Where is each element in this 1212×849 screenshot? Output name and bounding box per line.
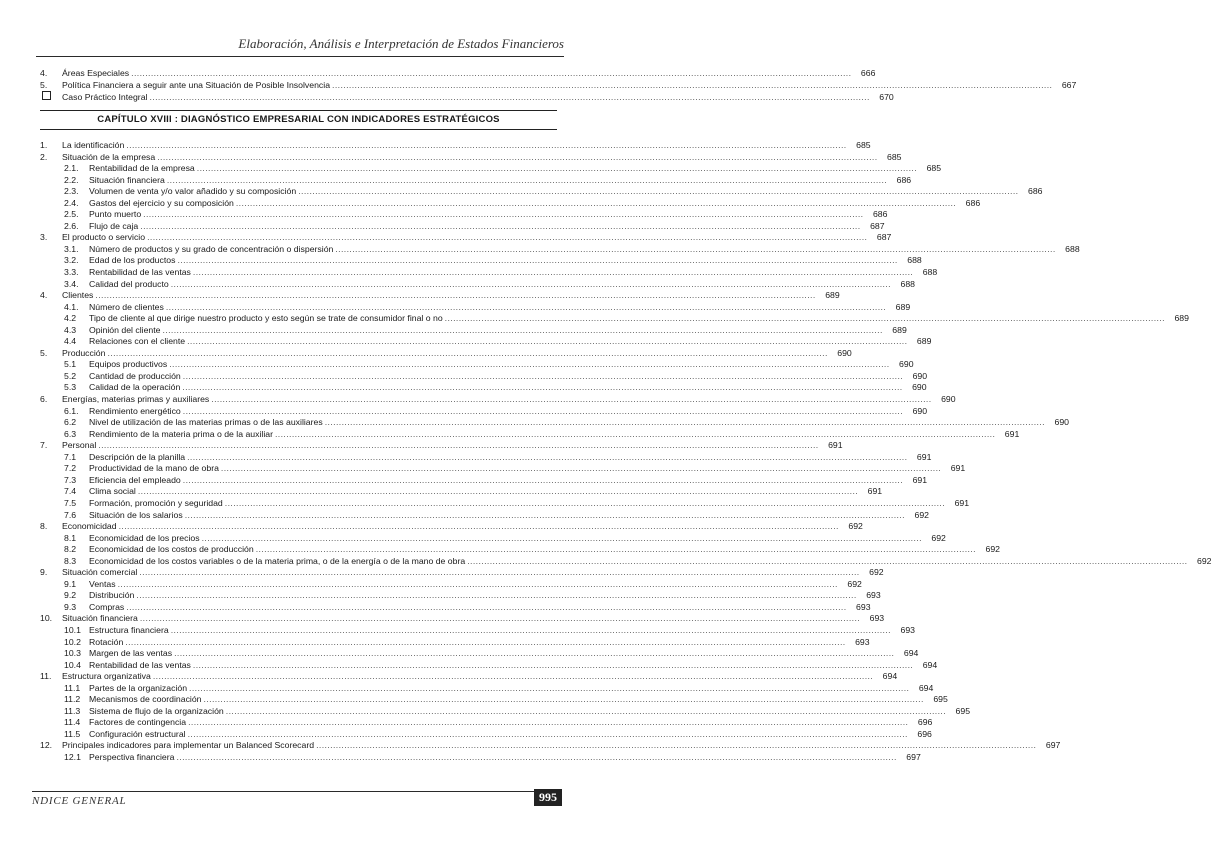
- dot-leader: [126, 140, 846, 152]
- toc-main-block: [40, 140, 1212, 764]
- toc-entry-title: Situación financiera: [62, 613, 138, 624]
- toc-entry-number: 2.4.: [64, 197, 79, 208]
- toc-entry-title: Rendimiento de la materia prima o de la auxiliar: [89, 428, 273, 439]
- toc-entry-page: 694: [882, 671, 898, 682]
- toc-entry-page: 692: [914, 509, 929, 520]
- toc-entry-page: 694: [918, 682, 934, 693]
- toc-entry-title: Configuración estructural: [89, 728, 186, 739]
- dot-leader: [187, 452, 907, 464]
- toc-top-block: [40, 68, 1077, 103]
- dot-leader: [236, 198, 956, 210]
- toc-entry-page: 692: [1197, 555, 1212, 566]
- toc-entry-title: Estructura organizativa: [62, 671, 151, 682]
- toc-entry-title: Caso Práctico Integral: [62, 92, 148, 103]
- dot-leader: [188, 717, 908, 729]
- dot-leader: [221, 463, 941, 475]
- dot-leader: [467, 556, 1187, 568]
- dot-leader: [167, 175, 887, 187]
- toc-entry-page: 690: [912, 405, 928, 416]
- dot-leader: [95, 290, 815, 302]
- toc-entry-title: Personal: [62, 440, 97, 451]
- dot-leader: [174, 648, 894, 660]
- toc-entry: [40, 590, 881, 602]
- toc-entry-page: 670: [879, 92, 894, 103]
- toc-entry-title: Estructura financiera: [89, 624, 169, 635]
- toc-entry-page: 696: [917, 728, 932, 739]
- toc-entry: [40, 463, 966, 475]
- toc-entry: [40, 601, 871, 614]
- toc-entry-page: 690: [1054, 417, 1069, 428]
- toc-entry-number: 5.: [40, 79, 48, 90]
- toc-entry: [40, 682, 934, 695]
- toc-entry: [40, 324, 907, 337]
- dot-leader: [204, 694, 924, 706]
- toc-entry-number: 5.2: [64, 370, 77, 381]
- dot-leader: [193, 267, 913, 279]
- toc-entry-number: 4.: [40, 290, 48, 301]
- toc-entry: [40, 186, 1043, 198]
- toc-entry-title: Situación financiera: [89, 174, 165, 185]
- toc-entry-number: 10.1: [64, 624, 81, 635]
- dot-leader: [125, 637, 845, 649]
- toc-entry-number: 6.1.: [64, 405, 79, 416]
- toc-entry-title: Edad de los productos: [89, 255, 176, 266]
- toc-entry: [40, 91, 894, 103]
- toc-entry-page: 688: [900, 278, 915, 289]
- toc-entry-number: 4.1.: [64, 301, 79, 312]
- toc-entry-title: Principales indicadores para implementar un Balanced Scorecard: [62, 740, 315, 751]
- toc-entry-number: 12.1: [64, 751, 81, 762]
- toc-entry-number: 3.2.: [64, 255, 79, 266]
- toc-entry: [40, 544, 1000, 556]
- toc-entry-title: Clientes: [62, 290, 94, 301]
- toc-entry-number: 2.1.: [64, 163, 79, 174]
- toc-entry-number: 12.: [40, 740, 53, 751]
- toc-entry: [40, 405, 928, 418]
- toc-entry: [40, 394, 956, 406]
- toc-entry: [40, 567, 884, 579]
- toc-entry-title: El producto o servicio: [62, 232, 146, 243]
- dot-leader: [169, 359, 889, 371]
- toc-entry-page: 692: [869, 567, 884, 578]
- toc-entry: [40, 278, 915, 291]
- toc-entry-page: 690: [912, 370, 928, 381]
- dot-leader: [188, 729, 908, 741]
- toc-entry-title: Gastos del ejercicio y su composición: [89, 197, 234, 208]
- toc-entry-page: 691: [950, 463, 966, 474]
- dot-leader: [171, 625, 891, 637]
- toc-entry: [40, 578, 862, 591]
- dot-leader: [325, 417, 1045, 429]
- toc-entry-title: Política Financiera a seguir ante una Situación de Posible Insolvencia: [62, 79, 331, 90]
- toc-entry-number: 7.5: [64, 497, 77, 508]
- toc-entry-title: Formación, promoción y seguridad: [89, 497, 223, 508]
- toc-entry-title: Áreas Especiales: [62, 68, 130, 78]
- toc-entry-title: Rentabilidad de las ventas: [89, 659, 191, 670]
- toc-entry: [40, 428, 1020, 441]
- toc-entry-number: 9.2: [64, 590, 77, 601]
- toc-entry-title: Productividad de la mano de obra: [89, 463, 219, 474]
- toc-entry-number: 4.3: [64, 324, 77, 335]
- toc-entry: [40, 197, 981, 210]
- toc-entry-page: 688: [1065, 243, 1080, 254]
- toc-entry-page: 691: [916, 451, 932, 462]
- toc-entry-page: 690: [899, 359, 914, 370]
- toc-entry-number: 7.: [40, 440, 48, 451]
- dot-leader: [298, 186, 1018, 198]
- toc-entry-page: 689: [1174, 313, 1189, 324]
- dot-leader: [189, 683, 909, 695]
- toc-entry-number: 9.: [40, 567, 48, 578]
- toc-entry-page: 685: [926, 163, 942, 174]
- toc-entry: [40, 347, 852, 360]
- dot-leader: [275, 429, 995, 441]
- dot-leader: [445, 313, 1165, 325]
- dot-leader: [183, 475, 903, 487]
- toc-entry-title: Volumen de venta y/o valor añadido y su composición: [89, 186, 297, 197]
- toc-entry-page: 691: [1004, 428, 1020, 439]
- toc-entry: [40, 290, 840, 302]
- chapter-heading: CAPÍTULO XVIII : DIAGNÓSTICO EMPRESARIAL CON INDICADORES ESTRATÉGICOS: [40, 110, 557, 130]
- dot-leader: [131, 68, 851, 80]
- toc-entry-title: Factores de contingencia: [89, 717, 187, 728]
- toc-entry-number: 8.2: [64, 544, 77, 555]
- toc-entry-page: 695: [955, 705, 971, 716]
- toc-entry-title: Número de productos y su grado de concentración o dispersión: [89, 243, 334, 254]
- dot-leader: [149, 92, 869, 104]
- toc-entry: [40, 705, 971, 718]
- toc-entry: [40, 497, 970, 510]
- dot-leader: [182, 382, 902, 394]
- toc-entry-title: Nivel de utilización de las materias primas o de las auxiliares: [89, 417, 323, 428]
- toc-entry-page: 688: [907, 255, 922, 266]
- toc-entry: [40, 624, 915, 637]
- toc-entry-number: 11.1: [64, 682, 81, 693]
- toc-entry-number: 11.2: [64, 694, 81, 705]
- dot-leader: [98, 440, 818, 452]
- toc-entry: [40, 174, 912, 187]
- toc-entry-title: Distribución: [89, 590, 135, 601]
- dot-leader: [211, 394, 931, 406]
- dot-leader: [166, 302, 886, 314]
- toc-entry-title: Calidad de la operación: [89, 382, 181, 393]
- toc-entry-number: 8.1: [64, 532, 77, 543]
- toc-entry-page: 689: [825, 290, 840, 301]
- toc-entry-page: 692: [847, 578, 862, 589]
- toc-entry-page: 689: [916, 336, 932, 347]
- toc-entry-title: Energías, materias primas y auxiliares: [62, 394, 210, 405]
- toc-entry: [40, 451, 932, 464]
- dot-leader: [143, 209, 863, 221]
- dot-leader: [256, 544, 976, 556]
- toc-entry: [40, 440, 843, 452]
- toc-entry: [40, 717, 933, 729]
- toc-entry-number: 2.6.: [64, 220, 79, 231]
- toc-entry-page: 691: [912, 474, 928, 485]
- toc-entry-title: Relaciones con el cliente: [89, 336, 186, 347]
- toc-entry-page: 690: [941, 394, 956, 405]
- dot-leader: [226, 706, 946, 718]
- toc-entry-title: Producción: [62, 347, 106, 358]
- toc-entry-page: 691: [828, 440, 843, 451]
- toc-entry: [40, 68, 876, 80]
- dot-leader: [183, 371, 903, 383]
- toc-entry-number: 8.3: [64, 555, 77, 566]
- dot-leader: [147, 232, 867, 244]
- toc-entry: [40, 474, 928, 487]
- running-header: [36, 34, 564, 57]
- dot-leader: [193, 660, 913, 672]
- toc-entry-number: 2.: [40, 151, 48, 162]
- toc-entry: [40, 613, 885, 625]
- dot-leader: [202, 533, 922, 545]
- toc-entry-title: Eficiencia del empleado: [89, 474, 181, 485]
- toc-entry-number: [40, 91, 62, 104]
- toc-entry-number: 3.4.: [64, 278, 79, 289]
- toc-entry: [40, 509, 929, 522]
- toc-entry: [40, 370, 928, 383]
- toc-entry-page: 694: [922, 659, 938, 670]
- toc-entry-page: 694: [903, 648, 919, 659]
- toc-entry-title: Flujo de caja: [89, 220, 139, 231]
- toc-entry: [40, 220, 885, 233]
- toc-entry-title: Situación de la empresa: [62, 151, 156, 162]
- dot-leader: [126, 602, 846, 614]
- dot-leader: [119, 521, 839, 533]
- dot-leader: [176, 752, 896, 764]
- toc-entry-page: 691: [954, 497, 970, 508]
- toc-entry-number: 3.: [40, 232, 48, 243]
- dot-leader: [138, 486, 858, 498]
- toc-entry-page: 685: [856, 140, 871, 150]
- toc-entry: [40, 301, 911, 314]
- dot-leader: [335, 244, 1055, 256]
- toc-entry-title: Cantidad de producción: [89, 370, 181, 381]
- toc-entry: [40, 232, 892, 244]
- toc-entry-title: Mecanismos de coordinación: [89, 694, 202, 705]
- toc-entry-number: 10.2: [64, 636, 81, 647]
- toc-entry-title: Perspectiva financiera: [89, 751, 175, 762]
- toc-entry-page: 686: [1027, 186, 1043, 197]
- toc-entry-number: 7.1: [64, 451, 77, 462]
- toc-entry: [40, 267, 938, 279]
- toc-entry: [40, 359, 914, 371]
- toc-entry-number: 10.3: [64, 648, 81, 659]
- toc-entry-page: 693: [869, 613, 885, 624]
- toc-entry-number: 1.: [40, 140, 48, 150]
- toc-entry-title: Calidad del producto: [89, 278, 169, 289]
- dot-leader: [157, 152, 877, 164]
- toc-entry: [40, 255, 922, 267]
- toc-entry-page: 686: [965, 197, 981, 208]
- footer-label: NDICE GENERAL: [32, 795, 127, 807]
- toc-entry-number: 6.2: [64, 417, 77, 428]
- toc-entry: [40, 648, 919, 660]
- toc-entry-number: 2.5.: [64, 209, 79, 220]
- toc-entry-page: 693: [856, 601, 871, 612]
- toc-entry-number: 6.: [40, 394, 48, 405]
- toc-entry-page: 689: [895, 301, 911, 312]
- toc-entry-title: Partes de la organización: [89, 682, 188, 693]
- toc-entry-title: Ventas: [89, 578, 116, 589]
- toc-entry: [40, 243, 1080, 256]
- toc-entry: [40, 313, 1189, 325]
- toc-entry-page: 693: [855, 636, 870, 647]
- toc-entry-title: Margen de las ventas: [89, 648, 173, 659]
- toc-entry: [40, 636, 870, 649]
- toc-entry-title: Situación de los salarios: [89, 509, 183, 520]
- toc-entry-title: Sistema de flujo de la organización: [89, 705, 224, 716]
- toc-entry-number: 4.4: [64, 336, 77, 347]
- toc-entry-title: Rendimiento energético: [89, 405, 181, 416]
- dot-leader: [177, 255, 897, 267]
- toc-entry-number: 10.: [40, 613, 53, 624]
- toc-entry-title: Rentabilidad de la empresa: [89, 163, 195, 174]
- toc-entry-number: 9.1: [64, 578, 77, 589]
- toc-entry-title: Situación comercial: [62, 567, 138, 578]
- toc-entry: [40, 151, 902, 164]
- toc-entry-page: 687: [870, 220, 885, 231]
- toc-entry-title: Número de clientes: [89, 301, 164, 312]
- toc-entry-page: 692: [985, 544, 1000, 555]
- toc-entry-number: 4.2: [64, 313, 77, 324]
- toc-entry-page: 692: [848, 521, 863, 532]
- toc-entry: [40, 728, 932, 741]
- toc-entry-page: 696: [917, 717, 933, 728]
- checkbox-square-icon: [42, 91, 51, 100]
- header-title: Elaboración, Análisis e Interpretación de Estados Financieros: [238, 36, 564, 51]
- dot-leader: [171, 279, 891, 291]
- dot-leader: [225, 498, 945, 510]
- toc-entry-number: 7.3: [64, 474, 77, 485]
- toc-entry-page: 686: [872, 209, 888, 220]
- toc-entry-page: 690: [912, 382, 927, 393]
- toc-entry-number: 5.3: [64, 382, 77, 393]
- toc-entry-number: 5.1: [64, 359, 77, 370]
- toc-entry-page: 692: [931, 532, 946, 543]
- toc-entry-title: Clima social: [89, 486, 136, 497]
- toc-entry: [40, 209, 888, 221]
- dot-leader: [153, 671, 873, 683]
- dot-leader: [140, 221, 860, 233]
- toc-entry-page: 686: [896, 174, 912, 185]
- toc-entry: [40, 79, 1077, 92]
- dot-leader: [136, 590, 856, 602]
- toc-entry-number: 5.: [40, 347, 48, 358]
- toc-entry: [40, 671, 898, 683]
- toc-entry: [40, 486, 883, 498]
- dot-leader: [118, 579, 838, 591]
- toc-entry-title: Rentabilidad de las ventas: [89, 267, 191, 278]
- toc-entry: [40, 694, 948, 706]
- dot-leader: [332, 80, 1052, 92]
- toc-entry-title: Compras: [89, 601, 125, 612]
- dot-leader: [162, 325, 882, 337]
- toc-entry-number: 8.: [40, 521, 48, 532]
- toc-entry-title: Economicidad de los precios: [89, 532, 200, 543]
- toc-entry: [40, 336, 932, 348]
- toc-entry-title: Tipo de cliente al que dirige nuestro producto y esto según se trate de consumidor final o no: [89, 313, 443, 324]
- toc-entry-title: Descripción de la planilla: [89, 451, 186, 462]
- dot-leader: [139, 567, 859, 579]
- toc-entry-page: 687: [876, 232, 892, 243]
- toc-entry-title: Economicidad de los costos variables o de la materia prima, o de la energía o de la mano de obra: [89, 555, 466, 566]
- dot-leader: [183, 406, 903, 418]
- toc-entry-title: Rotación: [89, 636, 124, 647]
- toc-entry: [40, 555, 1212, 568]
- dot-leader: [185, 510, 905, 522]
- toc-entry-number: 2.3.: [64, 186, 79, 197]
- toc-entry-page: 691: [867, 486, 883, 497]
- toc-entry-page: 695: [933, 694, 948, 705]
- toc-entry-number: 9.3: [64, 601, 77, 612]
- toc-entry-number: 7.2: [64, 463, 77, 474]
- toc-entry-page: 690: [837, 347, 852, 358]
- toc-entry: [40, 532, 946, 545]
- toc-entry-title: Opinión del cliente: [89, 324, 161, 335]
- toc-entry-page: 685: [887, 151, 902, 162]
- toc-entry-page: 666: [860, 68, 876, 78]
- dot-leader: [316, 740, 1036, 752]
- toc-entry-number: 3.1.: [64, 243, 79, 254]
- running-footer: [32, 791, 562, 810]
- toc-entry: [40, 751, 921, 764]
- toc-entry: [40, 163, 942, 175]
- toc-entry-page: 667: [1061, 79, 1077, 90]
- dot-leader: [140, 613, 860, 625]
- toc-entry-title: Economicidad de los costos de producción: [89, 544, 254, 555]
- toc-entry-title: Equipos productivos: [89, 359, 168, 370]
- page-number: 995: [534, 789, 562, 806]
- dot-leader: [107, 348, 827, 360]
- toc-entry: [40, 382, 927, 394]
- toc-entry-number: 4.: [40, 68, 48, 78]
- toc-entry-number: 2.2.: [64, 174, 79, 185]
- toc-entry-number: 11.5: [64, 728, 81, 739]
- toc-entry-page: 688: [922, 267, 938, 278]
- toc-entry: [40, 659, 938, 672]
- toc-entry: [40, 417, 1069, 429]
- toc-entry: [40, 521, 863, 533]
- toc-entry-page: 689: [892, 324, 907, 335]
- dot-leader: [197, 163, 917, 175]
- toc-entry-page: 693: [866, 590, 881, 601]
- toc-entry-page: 697: [1045, 740, 1061, 751]
- toc-entry-number: 6.3: [64, 428, 77, 439]
- toc-entry-number: 11.4: [64, 717, 81, 728]
- toc-entry-number: 3.3.: [64, 267, 79, 278]
- toc-entry-number: 11.3: [64, 705, 81, 716]
- toc-entry-page: 697: [906, 751, 921, 762]
- toc-entry-number: 7.6: [64, 509, 77, 520]
- toc-entry-number: 10.4: [64, 659, 81, 670]
- toc-entry: [40, 140, 871, 152]
- toc-entry-title: Economicidad: [62, 521, 117, 532]
- toc-entry-title: La identificación: [62, 140, 125, 150]
- toc-entry-page: 693: [900, 624, 915, 635]
- toc-entry: [40, 740, 1061, 752]
- toc-entry-title: Punto muerto: [89, 209, 142, 220]
- toc-entry-number: 7.4: [64, 486, 77, 497]
- toc-entry-number: 11.: [40, 671, 52, 682]
- dot-leader: [187, 336, 907, 348]
